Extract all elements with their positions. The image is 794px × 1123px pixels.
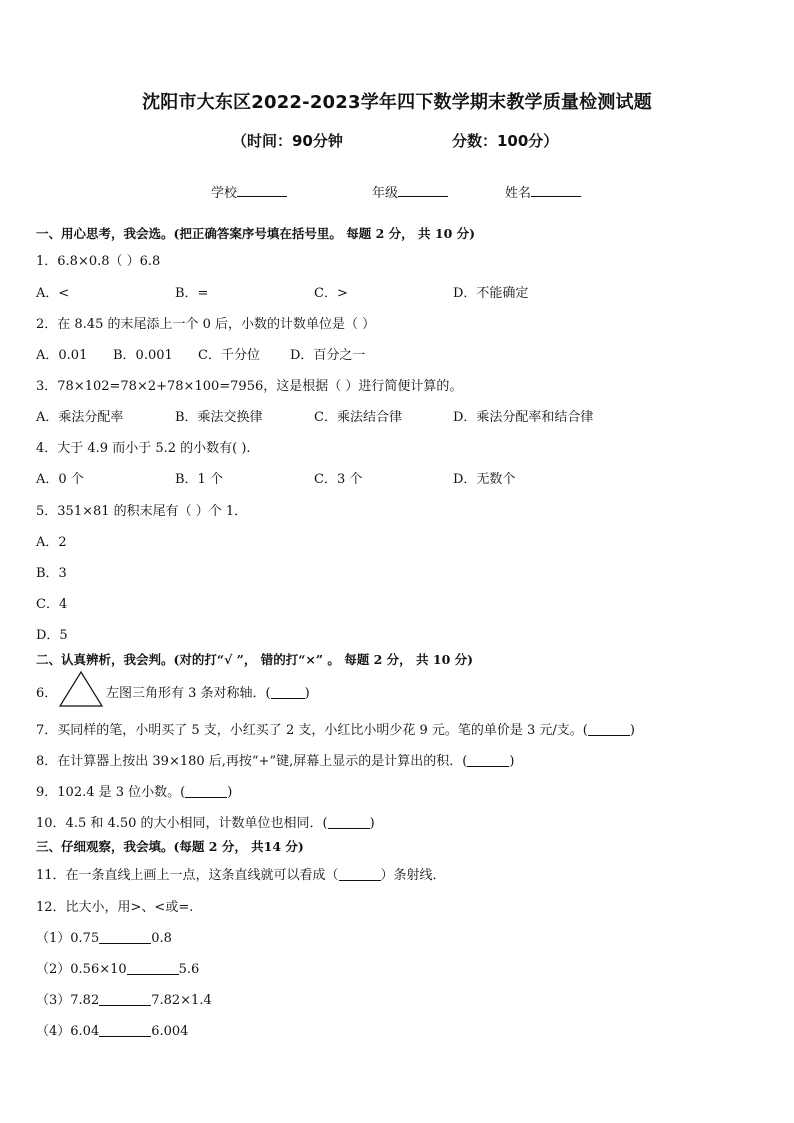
name-blank[interactable] (531, 184, 581, 197)
question-7-text: 7．买同样的笔，小明买了 5 支，小红买了 2 支，小红比小明少花 9 元。笔的单价是 3 元/支。( (36, 723, 588, 738)
grade-field (372, 182, 448, 201)
question-6-number: 6． (36, 686, 58, 701)
question-7-answer-blank[interactable] (588, 723, 630, 736)
grade-label: 年级 (372, 186, 399, 201)
school-label: 学校 (211, 186, 238, 201)
question-11-line (36, 864, 446, 883)
question-1-option-c[interactable]: C．> (314, 286, 348, 301)
question-12-item-4 (36, 1020, 188, 1039)
question-9-text: 9．102.4 是 3 位小数。( (36, 785, 186, 800)
question-12-item-3-left: （3）7.82 (36, 993, 100, 1008)
question-12-item-3-right: 7.82×1.4 (151, 993, 212, 1008)
question-10-answer-blank[interactable] (328, 816, 370, 829)
question-3-option-a[interactable]: A．乘法分配率 (36, 410, 124, 425)
question-1-option-d[interactable]: D．不能确定 (453, 286, 529, 301)
school-field (211, 182, 287, 201)
question-12-item-2-left: （2）0.56×10 (36, 962, 127, 977)
question-12-item-2-right: 5.6 (178, 962, 200, 977)
question-9-close: ) (227, 785, 233, 800)
question-2-stem: 2．在 8.45 的末尾添上一个 0 后，小数的计数单位是（ ） (36, 317, 376, 332)
question-8-answer-blank[interactable] (467, 754, 509, 767)
question-12-item-1-left: （1）0.75 (36, 931, 100, 946)
question-4-option-d[interactable]: D．无数个 (453, 472, 516, 487)
question-12-item-4-blank[interactable] (99, 1024, 151, 1037)
triangle-figure (58, 670, 104, 708)
question-2-option-d[interactable]: D．百分之一 (290, 348, 366, 363)
question-12-item-4-right: 6.004 (151, 1024, 189, 1039)
question-1-option-a[interactable]: A．< (36, 286, 70, 301)
question-9-line (36, 781, 232, 800)
question-12-item-1-blank[interactable] (99, 931, 151, 944)
question-2-option-b[interactable]: B．0.001 (113, 348, 173, 363)
grade-blank[interactable] (398, 184, 448, 197)
question-8-close: ) (509, 754, 515, 769)
question-4-option-b[interactable]: B．1 个 (175, 472, 223, 487)
score-label: 分数：100分） (452, 132, 559, 150)
question-4-stem: 4．大于 4.9 而小于 5.2 的小数有( ). (36, 441, 251, 456)
question-1-option-b[interactable]: B．= (175, 286, 209, 301)
section-heading-2: 二、认真辨析，我会判。(对的打“√ ”， 错的打“×” 。 每题 2 分， 共 10 分) (36, 652, 474, 667)
question-2-option-a[interactable]: A．0.01 (36, 348, 88, 363)
page-title: 沈阳市大东区2022-2023学年四下数学期末教学质量检测试题 (142, 92, 652, 113)
question-1-stem: 1．6.8×0.8（ ）6.8 (36, 254, 161, 269)
name-label: 姓名 (505, 186, 532, 201)
question-9-answer-blank[interactable] (185, 785, 227, 798)
question-6-close: ) (304, 686, 310, 701)
question-8-line (36, 750, 514, 769)
question-11-answer-blank[interactable] (339, 868, 381, 881)
question-5-option-a[interactable]: A．2 (36, 535, 67, 550)
question-5-option-d[interactable]: D．5 (36, 628, 68, 643)
question-8-text: 8．在计算器上按出 39×180 后,再按“+”键,屏幕上显示的是计算出的积．( (36, 754, 468, 769)
question-12-item-4-left: （4）6.04 (36, 1024, 100, 1039)
question-12-item-2-blank[interactable] (127, 962, 179, 975)
question-5-option-c[interactable]: C．4 (36, 597, 68, 612)
question-10-line (36, 812, 375, 831)
question-3-stem: 3．78×102=78×2+78×100=7956，这是根据（ ）进行简便计算的。 (36, 379, 463, 394)
question-12-item-3-blank[interactable] (99, 993, 151, 1006)
section-heading-3: 三、仔细观察，我会填。(每题 2 分， 共14 分) (36, 839, 304, 854)
section-heading-1: 一、用心思考，我会选。(把正确答案序号填在括号里。 每题 2 分， 共 10 分) (36, 226, 476, 241)
question-10-text: 10．4.5 和 4.50 的大小相同，计数单位也相同．( (36, 816, 328, 831)
question-11-close: ）条射线． (380, 868, 446, 883)
question-3-option-c[interactable]: C．乘法结合律 (314, 410, 402, 425)
question-7-close: ) (629, 723, 635, 738)
question-6-answer-blank[interactable] (271, 686, 305, 699)
question-12-item-1 (36, 927, 172, 946)
question-5-option-b[interactable]: B．3 (36, 566, 67, 581)
question-3-option-d[interactable]: D．乘法分配率和结合律 (453, 410, 594, 425)
school-blank[interactable] (237, 184, 287, 197)
question-11-text: 11．在一条直线上画上一点，这条直线就可以看成（ (36, 868, 339, 883)
question-12-item-2 (36, 958, 199, 977)
question-4-option-a[interactable]: A．0 个 (36, 472, 84, 487)
question-4-option-c[interactable]: C．3 个 (314, 472, 363, 487)
question-12-item-1-right: 0.8 (151, 931, 172, 946)
question-7-line (36, 719, 635, 738)
question-3-option-b[interactable]: B．乘法交换律 (175, 410, 263, 425)
question-6-text: 左图三角形有 3 条对称轴．( (106, 686, 271, 701)
question-5-stem: 5．351×81 的积末尾有（ ）个 1． (36, 504, 248, 519)
question-12-item-3 (36, 989, 212, 1008)
question-2-option-c[interactable]: C．千分位 (198, 348, 260, 363)
question-6-line (106, 682, 310, 701)
name-field (505, 182, 581, 201)
time-label: （时间：90分钟 (232, 132, 343, 150)
question-12-stem: 12．比大小，用>、<或=. (36, 900, 194, 915)
question-10-close: ) (369, 816, 375, 831)
